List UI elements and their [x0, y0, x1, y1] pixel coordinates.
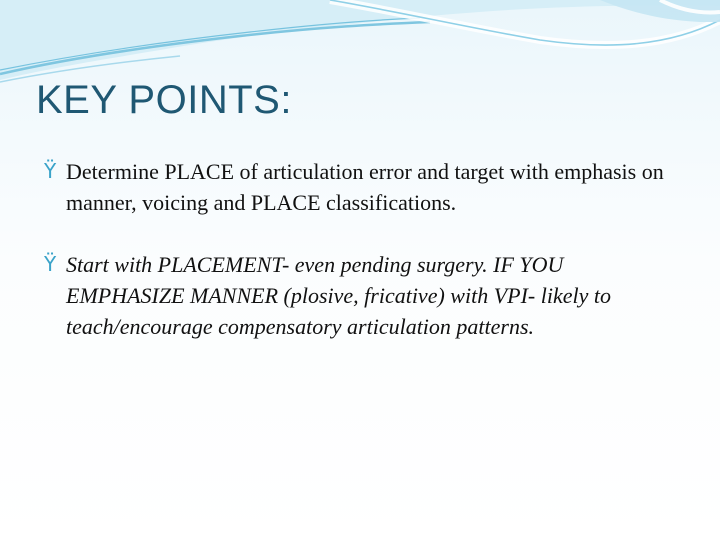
bullet-icon: Ÿ — [44, 159, 57, 183]
bullet-item — [44, 156, 684, 218]
bullet-icon: Ÿ — [44, 252, 57, 276]
slide-title: KEY POINTS: — [36, 78, 292, 122]
bullet-text: Start with PLACEMENT- even pending surgery. IF YOU EMPHASIZE MANNER (plosive, fricative) with VPI- likely to teach/encourage compensatory articulation patterns. — [66, 252, 611, 339]
bullet-text: Determine PLACE of articulation error and target with emphasis on manner, voicing and PLACE classifications. — [66, 159, 664, 215]
bullet-item — [44, 249, 684, 342]
bullet-list — [44, 156, 684, 373]
